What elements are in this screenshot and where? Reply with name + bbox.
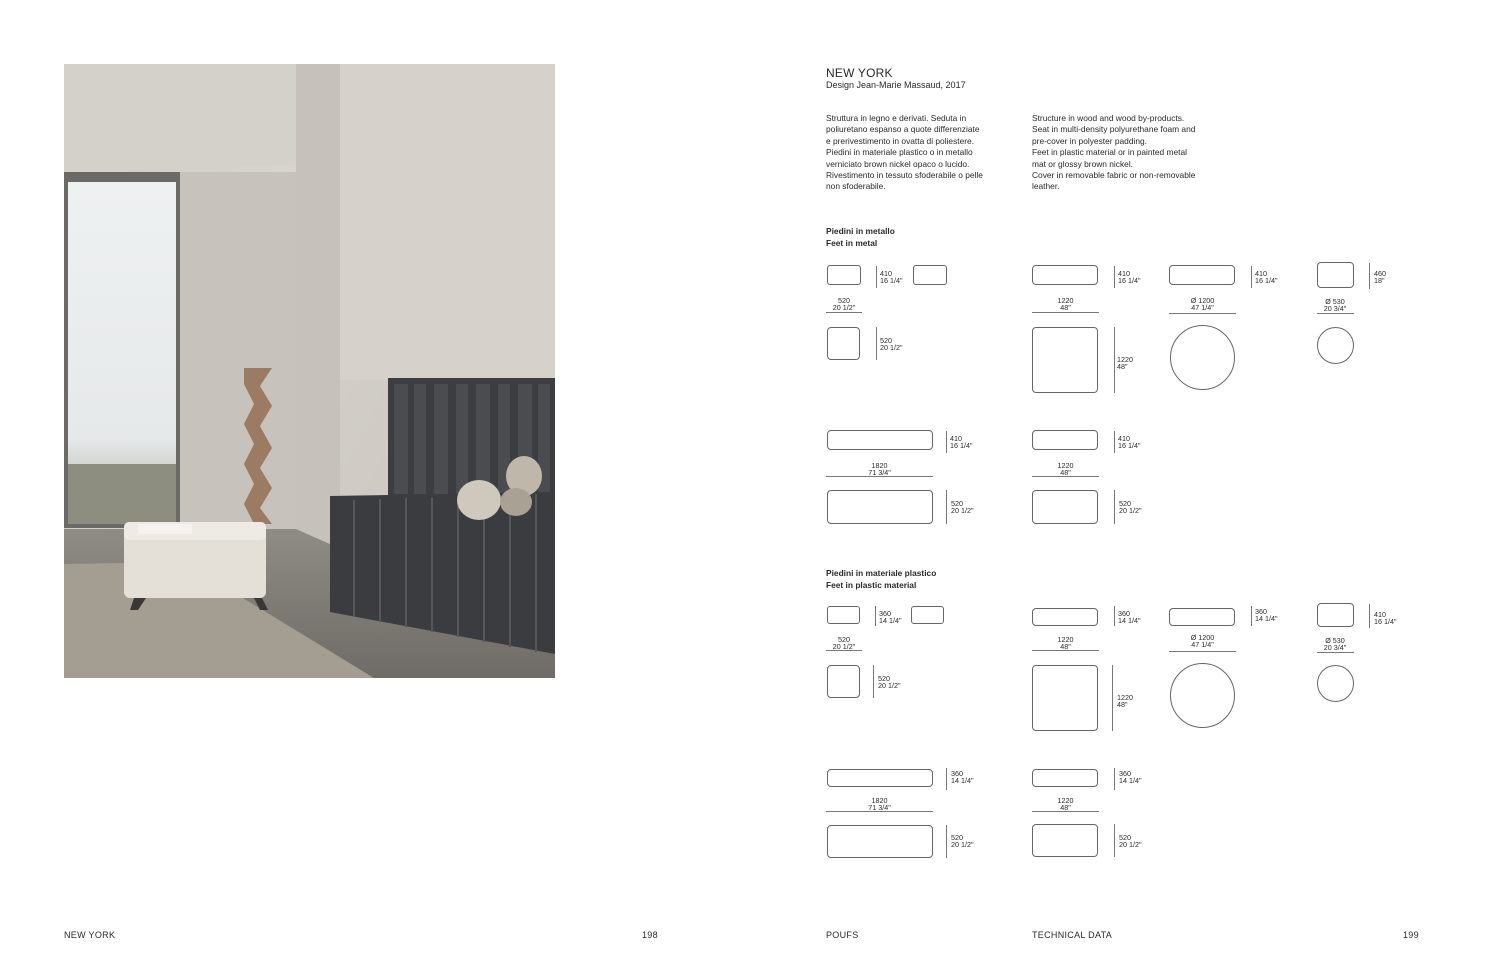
- section-title-it: Piedini in materiale plastico: [826, 568, 937, 578]
- section-title-en: Feet in metal: [826, 237, 878, 248]
- dim-depth: 520 20 1/2": [1119, 499, 1142, 515]
- section-title-en: Feet in plastic material: [826, 579, 917, 590]
- dim-width: Ø 1200 47 1/4": [1190, 633, 1215, 649]
- dim-width: 1220 48": [1057, 296, 1074, 312]
- drawing-long-top: [827, 825, 933, 858]
- footer-category: POUFS: [826, 930, 859, 940]
- dim-height: 360 14 1/4": [879, 609, 902, 625]
- dim-line: [1114, 824, 1115, 857]
- dim-width: 1220 48": [1057, 635, 1074, 651]
- dim-line: [1112, 665, 1113, 731]
- dim-line: [873, 665, 874, 698]
- dim-line: [1369, 604, 1370, 628]
- dim-height: 360 14 1/4": [1255, 607, 1278, 623]
- dim-depth: 520 20 1/2": [1119, 833, 1142, 849]
- dim-width: 1220 48": [1057, 796, 1074, 812]
- dim-depth: 520 20 1/2": [878, 674, 901, 690]
- dim-depth: 520 20 1/2": [880, 336, 903, 352]
- footer-section: TECHNICAL DATA: [1032, 930, 1113, 940]
- dim-line: [1169, 651, 1236, 652]
- dim-width: 1820 71 3/4": [868, 461, 891, 477]
- dim-height: 410 16 1/4": [1118, 269, 1141, 285]
- dim-depth: 520 20 1/2": [951, 833, 974, 849]
- drawing-small-top: [827, 665, 860, 698]
- dim-width: 1820 71 3/4": [868, 796, 891, 812]
- dim-height: 360 14 1/4": [1118, 609, 1141, 625]
- dim-line: [1114, 768, 1115, 790]
- dim-depth: 520 20 1/2": [951, 499, 974, 515]
- drawing-small-front: [827, 606, 860, 624]
- drawing-round-front: [1169, 608, 1235, 626]
- dim-width: Ø 530 20 3/4": [1323, 297, 1347, 313]
- dim-line: [1251, 606, 1252, 626]
- page-number-right: 199: [1403, 930, 1419, 940]
- drawing-mid-top: [1032, 824, 1098, 857]
- dim-line: [946, 768, 947, 790]
- dim-line: [1317, 652, 1354, 653]
- description-english: Structure in wood and wood by-products. Seat in multi-density polyurethane foam and pre-cover in polyester padding. Feet in plastic material or in painted metal mat or glossy brown nickel. Cover in removable fabric or non-removable leather.: [1032, 113, 1196, 192]
- page-number-left: 198: [642, 930, 658, 940]
- dim-height: 410 16 1/4": [1118, 434, 1141, 450]
- dim-width: 1220 48": [1057, 461, 1074, 477]
- dim-width: Ø 1200 47 1/4": [1190, 296, 1215, 312]
- dim-height: 410 16 1/4": [880, 269, 903, 285]
- dim-width: 520 20 1/2": [832, 296, 856, 312]
- drawing-round-top: [1170, 663, 1235, 728]
- dim-line: [1114, 606, 1115, 626]
- dim-width: 520 20 1/2": [832, 635, 856, 651]
- dim-height: 410 16 1/4": [1255, 269, 1278, 285]
- drawing-mid-front: [1032, 769, 1098, 787]
- dim-height: 410 16 1/4": [950, 434, 973, 450]
- section-title-it: Piedini in metallo: [826, 226, 895, 236]
- dim-height: 410 16 1/4": [1374, 610, 1397, 626]
- dim-height: 360 14 1/4": [951, 769, 974, 785]
- drawing-square-top: [1032, 665, 1098, 731]
- description-italian: Struttura in legno e derivati. Seduta in poliuretano espanso a quote differenziate e prerivestimento in ovatta di poliestere. Piedini in materiale plastico o in metallo verniciato brown nickel opaco o lucido. Rivestimento in tessuto sfoderabile o pelle non sfoderabile.: [826, 113, 983, 192]
- dim-height: 360 14 1/4": [1119, 769, 1142, 785]
- dim-line: [946, 825, 947, 858]
- product-title: NEW YORK: [826, 66, 893, 80]
- dim-width: Ø 530 20 3/4": [1323, 636, 1347, 652]
- drawing-small-side: [911, 606, 944, 624]
- drawing-long-front: [827, 769, 933, 787]
- designer-credit: Design Jean-Marie Massaud, 2017: [826, 80, 966, 90]
- dim-depth: 1220 48": [1117, 355, 1133, 371]
- dim-line: [875, 606, 876, 626]
- footer-left-label: NEW YORK: [64, 930, 116, 940]
- drawing-round-small-front: [1317, 603, 1354, 627]
- dim-height: 460 18": [1374, 269, 1386, 285]
- drawing-round-small-top: [1317, 665, 1354, 702]
- drawing-square-front: [1032, 608, 1098, 626]
- dim-depth: 1220 48": [1117, 693, 1133, 709]
